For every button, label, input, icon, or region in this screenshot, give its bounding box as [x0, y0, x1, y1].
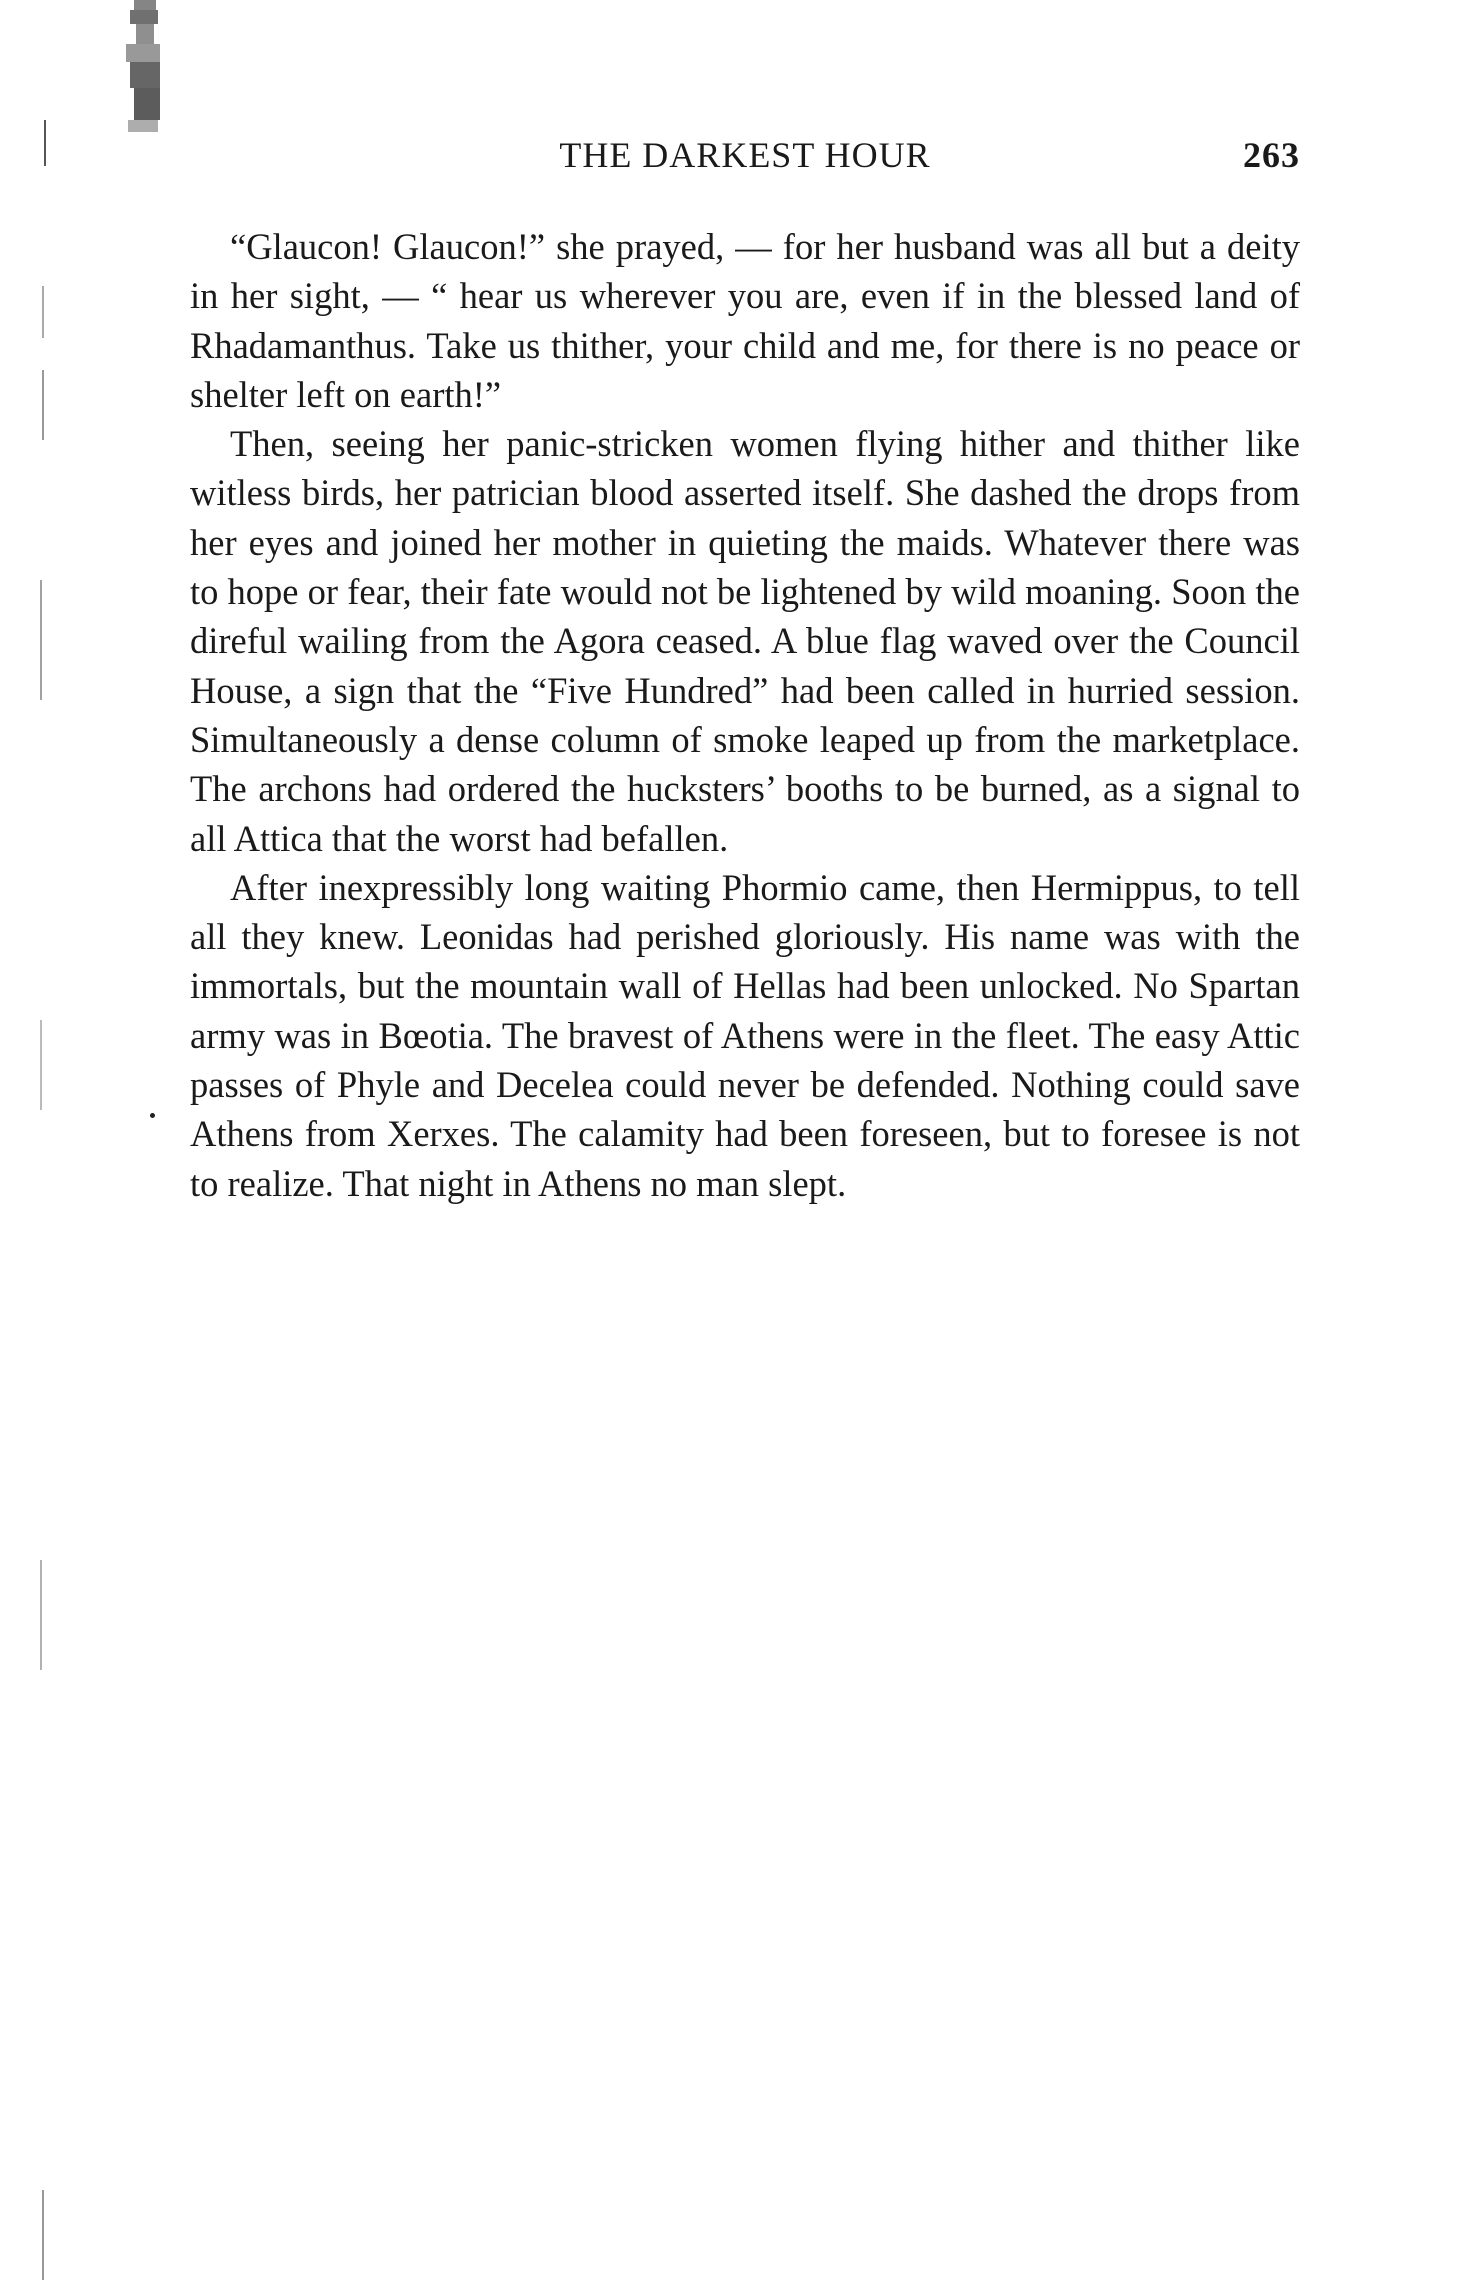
scan-margin-line-1	[44, 120, 46, 166]
page-header	[190, 134, 1300, 184]
paragraph-2: Then, seeing her panic-stricken women flying hither and thither like witless birds, her patrician blood asserted itself. She dashed the drops from her eyes and joined her mother in quieting the maids. Whatever there was to hope or fear, their fate would not be lightened by wild moaning. Soon the direful wailing from the Agora ceased. A blue flag waved over the Council House, a sign that the “Five Hundred” had been called in hurried session. Simultaneously a dense column of smoke leaped up from the marketplace. The archons had ordered the hucksters’ booths to be burned, as a signal to all Attica that the worst had befallen.	[190, 423, 1300, 859]
scan-margin-line-3	[42, 370, 44, 440]
paragraph-3: After inexpressibly long waiting Phormio came, then Hermippus, to tell all they knew. Leonidas had perished gloriously. His name was with the immortals, but the mountain wall of Hellas had been unlocked. No Spartan army was in Bœotia. The bravest of Athens were in the fleet. The easy Attic passes of Phyle and Decelea could never be defended. Nothing could save Athens from Xerxes. The calamity had been foreseen, but to foresee is not to realize. That night in Athens no man slept.	[190, 866, 1300, 1204]
paragraph-1: “Glaucon! Glaucon!” she prayed, — for her husband was all but a deity in her sight, — “ hear us wherever you are, even if in the blessed land of Rhadamanthus. Take us thither, your child and me, for there is no peace or shelter left on earth!”	[190, 226, 1300, 415]
page-number: 263	[1243, 135, 1300, 175]
scan-speck	[150, 1113, 155, 1118]
scan-margin-line-2	[42, 286, 44, 338]
scan-margin-line-6	[40, 1560, 42, 1670]
scan-smudge-mark	[116, 0, 176, 140]
running-head: THE DARKEST HOUR	[559, 135, 931, 175]
body-text	[190, 222, 1300, 1208]
scan-margin-line-7	[42, 2190, 44, 2280]
scan-margin-line-4	[40, 580, 42, 700]
scan-margin-line-5	[40, 1020, 42, 1110]
